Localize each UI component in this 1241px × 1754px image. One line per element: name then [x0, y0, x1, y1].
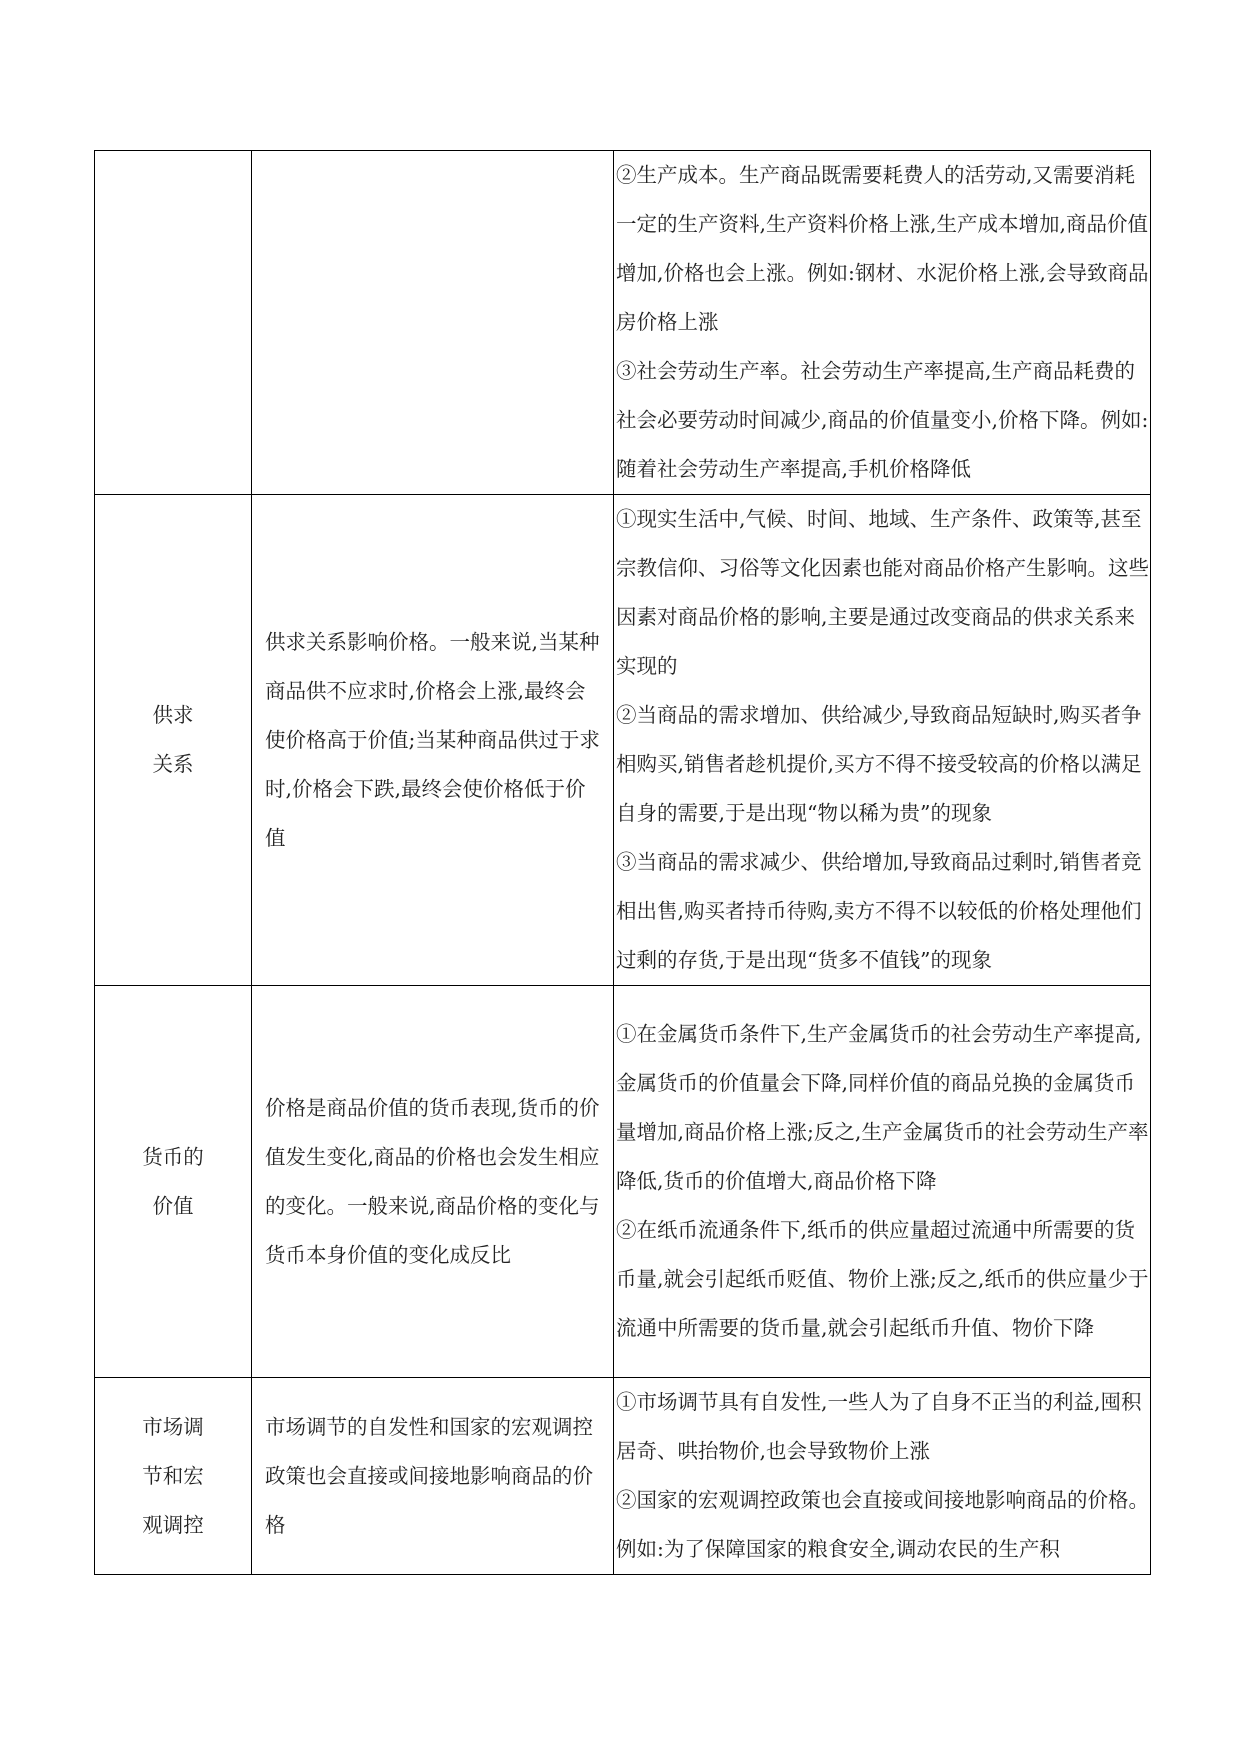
description-cell	[252, 151, 614, 495]
category-label-line: 货币的	[142, 1144, 204, 1169]
detail-paragraph: ②生产成本。生产商品既需要耗费人的活劳动,又需要消耗一定的生产资料,生产资料价格上涨,生产成本增加,商品价值增加,价格也会上涨。例如:钢材、水泥价格上涨,会导致商品房价格上涨	[616, 163, 1149, 334]
category-cell	[95, 986, 252, 1378]
detail-cell	[614, 495, 1151, 986]
detail-cell	[614, 1378, 1151, 1575]
category-label-line: 节和宏	[142, 1463, 204, 1488]
category-label-line: 观调控	[142, 1512, 204, 1537]
table-row	[95, 986, 1151, 1378]
category-cell	[95, 495, 252, 986]
detail-paragraph: ②国家的宏观调控政策也会直接或间接地影响商品的价格。例如:为了保障国家的粮食安全,调动农民的生产积	[616, 1488, 1149, 1561]
detail-paragraph: ③当商品的需求减少、供给增加,导致商品过剩时,销售者竞相出售,购买者持币待购,卖方不得不以较低的价格处理他们过剩的存货,于是出现“货多不值钱”的现象	[616, 850, 1142, 972]
category-label-line: 市场调	[142, 1414, 204, 1439]
detail-paragraph: ①在金属货币条件下,生产金属货币的社会劳动生产率提高,金属货币的价值量会下降,同样价值的商品兑换的金属货币量增加,商品价格上涨;反之,生产金属货币的社会劳动生产率降低,货币的价值增大,商品价格下降	[616, 1022, 1149, 1193]
detail-cell	[614, 151, 1151, 495]
category-label-line: 供求	[152, 703, 194, 727]
category-cell	[95, 1378, 252, 1575]
detail-paragraph: ③社会劳动生产率。社会劳动生产率提高,生产商品耗费的社会必要劳动时间减少,商品的价值量变小,价格下降。例如:随着社会劳动生产率提高,手机价格降低	[616, 359, 1149, 481]
description-cell: 价格是商品价值的货币表现,货币的价值发生变化,商品的价格也会发生相应的变化。一般来说,商品价格的变化与货币本身价值的变化成反比	[252, 986, 614, 1378]
table-row	[95, 1378, 1151, 1575]
description-cell: 市场调节的自发性和国家的宏观调控政策也会直接或间接地影响商品的价格	[252, 1378, 614, 1575]
detail-cell	[614, 986, 1151, 1378]
table-row	[95, 495, 1151, 986]
table-row	[95, 151, 1151, 495]
detail-paragraph: ①现实生活中,气候、时间、地域、生产条件、政策等,甚至宗教信仰、习俗等文化因素也能对商品价格产生影响。这些因素对商品价格的影响,主要是通过改变商品的供求关系来实现的	[616, 507, 1149, 678]
category-label-line: 价值	[152, 1193, 194, 1218]
price-factors-table	[94, 150, 1151, 1575]
description-cell: 供求关系影响价格。一般来说,当某种商品供不应求时,价格会上涨,最终会使价格高于价值;当某种商品供过于求时,价格会下跌,最终会使价格低于价值	[252, 495, 614, 986]
detail-paragraph: ②当商品的需求增加、供给减少,导致商品短缺时,购买者争相购买,销售者趁机提价,买方不得不接受较高的价格以满足自身的需要,于是出现“物以稀为贵”的现象	[616, 703, 1142, 825]
detail-paragraph: ②在纸币流通条件下,纸币的供应量超过流通中所需要的货币量,就会引起纸币贬值、物价上涨;反之,纸币的供应量少于流通中所需要的货币量,就会引起纸币升值、物价下降	[616, 1218, 1149, 1340]
category-cell	[95, 151, 252, 495]
category-label-line: 关系	[152, 752, 194, 776]
detail-paragraph: ①市场调节具有自发性,一些人为了自身不正当的利益,囤积居奇、哄抬物价,也会导致物价上涨	[616, 1390, 1142, 1463]
